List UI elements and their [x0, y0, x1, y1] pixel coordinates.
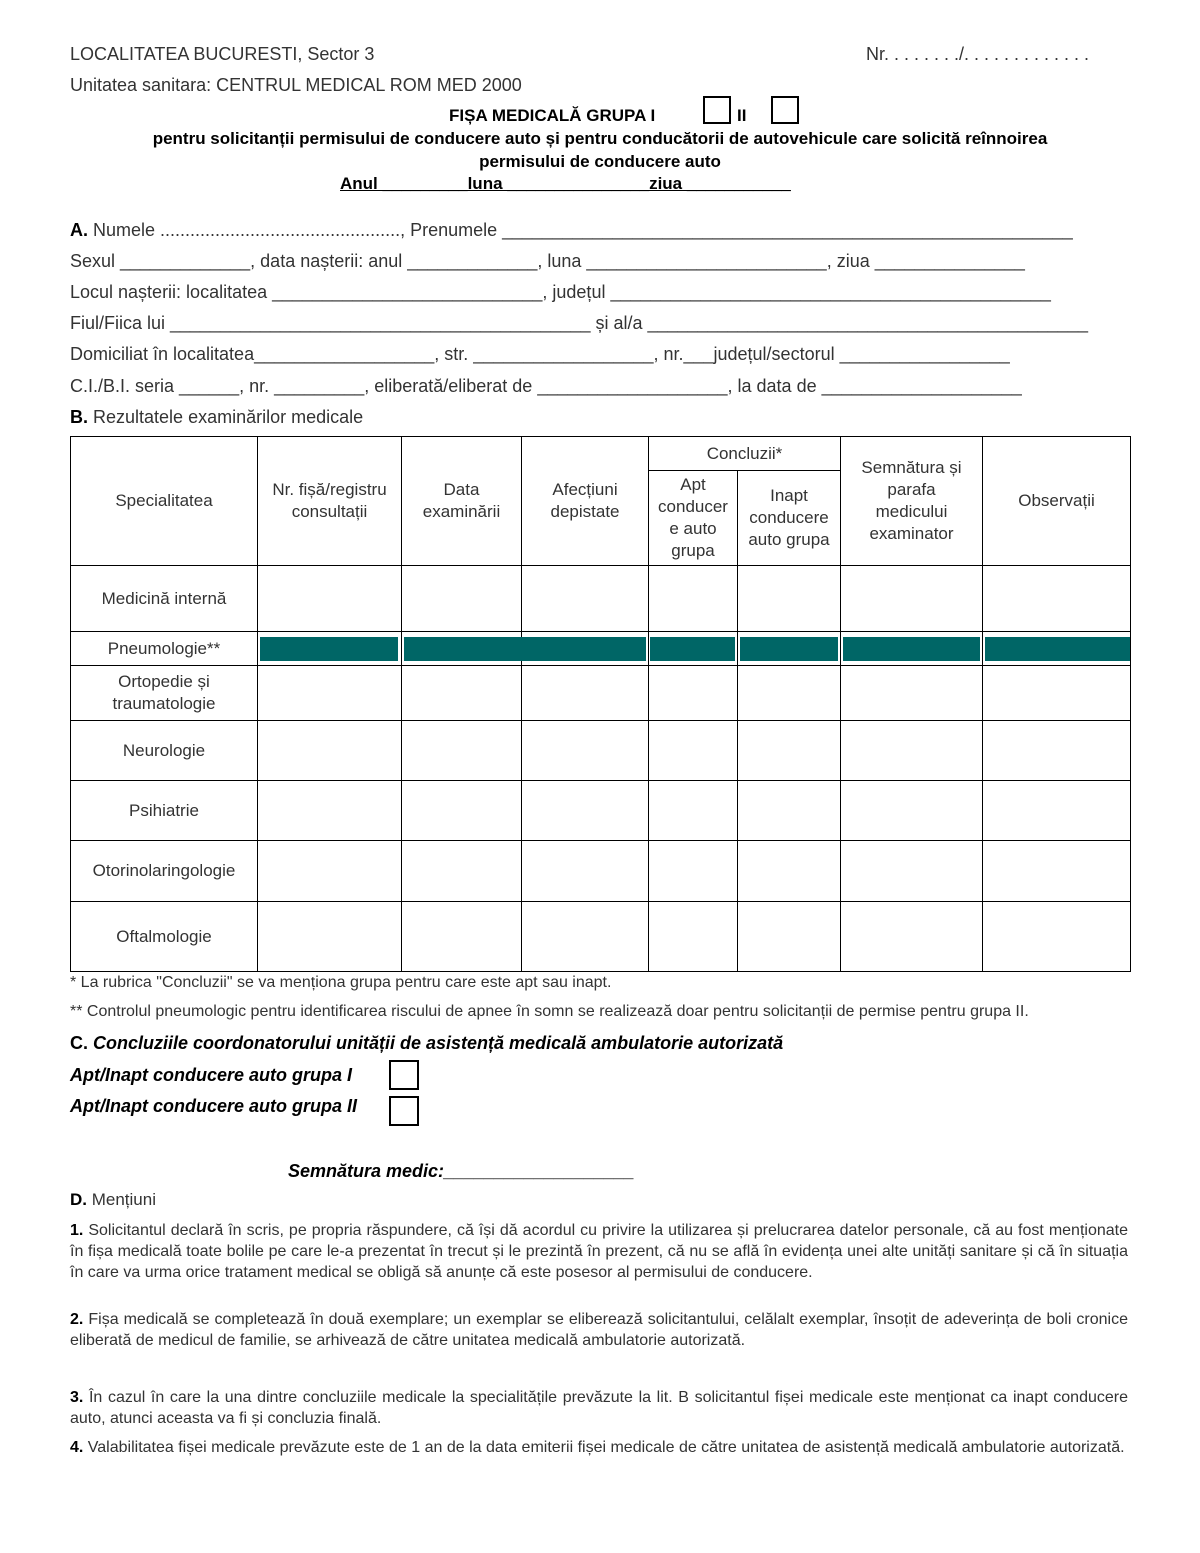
group2-checkbox[interactable]	[771, 96, 799, 124]
form-subtitle-line1: pentru solicitanții permisului de conducere auto și pentru conducătorii de autovehicule care solicită reînnoirea	[152, 129, 1048, 148]
col-fit-group: Apt conducer e auto grupa	[658, 475, 728, 560]
birthplace-fields[interactable]: Locul nașterii: localitatea ___________________________, județul ____________________________________________	[70, 282, 1051, 302]
section-c-heading	[70, 1033, 783, 1054]
section-c-label: C.	[70, 1033, 88, 1053]
mention-2	[70, 1309, 1128, 1351]
mention-number: 3.	[70, 1389, 84, 1406]
medical-unit-text: Unitatea sanitara: CENTRUL MEDICAL ROM MED 2000	[70, 75, 522, 95]
group1-conclusion-label: Apt/Inapt conducere auto grupa I	[70, 1065, 353, 1085]
form-date-line[interactable]: Anul _________luna _______________ziua ___________	[340, 174, 791, 193]
section-a-label: A.	[70, 220, 88, 240]
section-b-heading	[70, 407, 363, 428]
mention-text: Solicitantul declară în scris, pe propria răspundere, că își dă acordul cu privire la utilizarea și prelucrarea datelor personale, că au fost menționate în fișa medicală toate bolile pe care le-a prezentat în trecut și le prezintă în prezent, că nu se află în evidența unei alte unități sanitare și că în situația în care va urma orice tratament medical se obligă să anunțe că este posesor al permisului de conducere.	[70, 1222, 1128, 1281]
section-c-title: Concluziile coordonatorului unității de asistență medicală ambulatorie autorizată	[93, 1033, 784, 1053]
group2-conclusion-label: Apt/Inapt conducere auto grupa II	[70, 1096, 358, 1116]
row-ophthalmology: Oftalmologie	[116, 926, 212, 946]
form-title	[449, 106, 655, 126]
mention-1	[70, 1220, 1128, 1283]
row-psychiatry: Psihiatrie	[129, 800, 199, 820]
group1-conclusion-checkbox[interactable]	[389, 1060, 419, 1090]
footnote-conclusions: * La rubrica "Concluzii" se va menționa grupa pentru care este apt sau inapt.	[70, 974, 612, 991]
form-title-text: FIȘA MEDICALĂ GRUPA I	[449, 106, 656, 125]
name-fields[interactable]: Numele ................................................, Prenumele _________________________________________________________	[93, 220, 1073, 240]
section-b-label: B.	[70, 407, 88, 427]
section-a-line-name	[70, 220, 1073, 241]
parents-fields[interactable]: Fiul/Fiica lui __________________________________________ și al/a ____________________________________________	[70, 313, 1088, 333]
pneumology-fill	[985, 637, 1130, 661]
locality-text: LOCALITATEA BUCURESTI, Sector 3	[70, 44, 375, 64]
mention-text: Valabilitatea fișei medicale prevăzute este de 1 an de la data emiterii fișei medicale de către unitatea de asistență medicală ambulatorie autorizată.	[87, 1439, 1125, 1456]
col-conditions: Afecțiuni depistate	[550, 480, 620, 521]
pneumology-fill	[404, 637, 646, 661]
col-record-number: Nr. fișă/registru consultații	[272, 480, 387, 521]
section-b-title: Rezultatele examinărilor medicale	[93, 407, 364, 427]
id-card-fields[interactable]: C.I./B.I. seria ______, nr. _________, eliberată/eliberat de ___________________, la data de ____________________	[70, 376, 1022, 396]
section-d-label: D.	[70, 1190, 87, 1209]
mention-text: Fișa medicală se completează în două exemplare; un exemplar se eliberează solicitantului, celălalt exemplar, însoțit de adeverința de boli cronice eliberată de medicul de familie, se arhivează de către unitatea medicală ambulatorie autorizată.	[70, 1311, 1128, 1349]
row-pneumology: Pneumologie**	[107, 638, 221, 658]
footnote-pneumology: ** Controlul pneumologic pentru identificarea riscului de apnee în somn se realizează doar pentru solicitanții de permise pentru grupa II.	[70, 1003, 1029, 1020]
pneumology-fill	[740, 637, 838, 661]
mention-number: 1.	[70, 1222, 84, 1239]
mention-3	[70, 1387, 1128, 1429]
row-neurology: Neurologie	[122, 740, 206, 760]
col-unfit-group: Inapt conducere auto grupa	[748, 486, 830, 549]
group2-conclusion-checkbox[interactable]	[389, 1096, 419, 1126]
col-specialty: Specialitatea	[115, 491, 213, 510]
group1-checkbox[interactable]	[703, 96, 731, 124]
pneumology-fill	[260, 637, 398, 661]
mention-text: În cazul în care la una dintre concluziile medicale la specialitățile prevăzute la lit. B solicitantul fișei medicale este menționat ca inapt conducere auto, atunci aceasta va fi și concluzia finală.	[70, 1389, 1129, 1427]
col-observations: Observații	[1018, 491, 1095, 510]
col-conclusions: Concluzii*	[706, 443, 783, 463]
form-number[interactable]: Nr. . . . . . . ./. . . . . . . . . . . . .	[866, 44, 1090, 64]
section-d-heading	[70, 1190, 156, 1210]
pneumology-fill	[843, 637, 980, 661]
col-signature: Semnătura și parafa medicului examinator	[861, 458, 962, 543]
group2-label: II	[737, 106, 747, 125]
section-d-title: Mențiuni	[91, 1190, 156, 1209]
col-exam-date: Data examinării	[422, 480, 501, 521]
doctor-signature-field[interactable]: Semnătura medic:___________________	[288, 1161, 635, 1181]
row-ent: Otorinolaringologie	[92, 861, 236, 880]
mention-number: 2.	[70, 1311, 84, 1328]
row-internal-medicine: Medicină internă	[101, 588, 227, 608]
address-fields[interactable]: Domiciliat în localitatea__________________, str. __________________, nr.___județul/sectorul _________________	[70, 344, 1010, 364]
mention-number: 4.	[70, 1439, 84, 1456]
row-orthopedics: Ortopedie și traumatologie	[112, 672, 216, 713]
sex-birthdate-fields[interactable]: Sexul _____________, data nașterii: anul _____________, luna ________________________, ziua _______________	[70, 251, 1025, 271]
mention-4	[70, 1437, 1128, 1458]
pneumology-fill	[650, 637, 735, 661]
form-subtitle-line2: permisului de conducere auto	[479, 152, 721, 171]
